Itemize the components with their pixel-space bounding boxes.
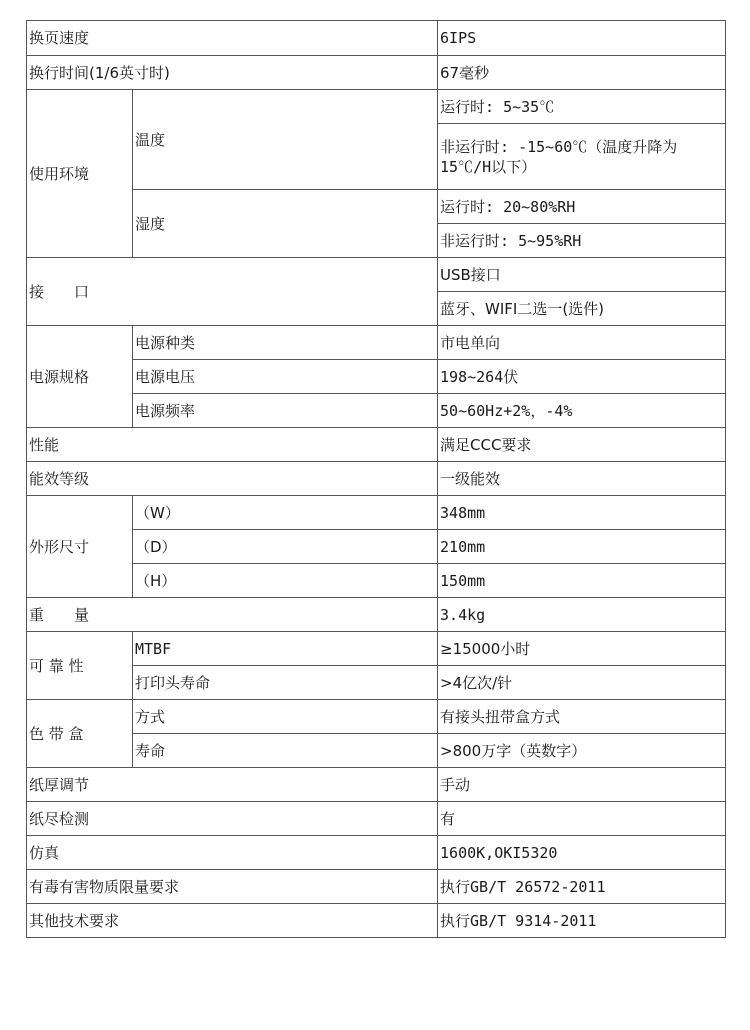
value-humidity-non-operating: 非运行时: 5~95%RH — [438, 224, 726, 258]
label-ribbon-life: 寿命 — [133, 734, 438, 768]
table-row — [27, 462, 726, 496]
label-humidity: 湿度 — [133, 190, 438, 258]
label-page-speed: 换页速度 — [27, 21, 438, 56]
value-performance: 满足CCC要求 — [438, 428, 726, 462]
table-row — [27, 258, 726, 292]
label-dimension-h: （H） — [133, 564, 438, 598]
value-interface-wireless: 蓝牙、WIFI二选一(选件) — [438, 292, 726, 326]
label-paper-end: 纸尽检测 — [27, 802, 438, 836]
value-humidity-operating: 运行时: 20~80%RH — [438, 190, 726, 224]
label-dimension-d: （D） — [133, 530, 438, 564]
value-power-frequency: 50~60Hz+2%，-4% — [438, 394, 726, 428]
value-dimension-h: 150mm — [438, 564, 726, 598]
value-dimension-w: 348mm — [438, 496, 726, 530]
value-line-time: 67毫秒 — [438, 56, 726, 90]
label-interface: 接 口 — [27, 258, 438, 326]
table-row — [27, 632, 726, 666]
value-head-life: >4亿次/针 — [438, 666, 726, 700]
label-emulation: 仿真 — [27, 836, 438, 870]
label-performance: 性能 — [27, 428, 438, 462]
table-row — [27, 768, 726, 802]
label-ribbon: 色 带 盒 — [27, 700, 133, 768]
value-paper-end: 有 — [438, 802, 726, 836]
label-ribbon-method: 方式 — [133, 700, 438, 734]
label-line-time: 换行时间(1/6英寸时) — [27, 56, 438, 90]
value-page-speed: 6IPS — [438, 21, 726, 56]
table-row — [27, 496, 726, 530]
label-weight: 重 量 — [27, 598, 438, 632]
table-row — [27, 90, 726, 124]
label-dimension-w: （W） — [133, 496, 438, 530]
value-emulation: 1600K,OKI5320 — [438, 836, 726, 870]
spec-table — [26, 20, 726, 938]
value-power-voltage: 198~264伏 — [438, 360, 726, 394]
value-energy: 一级能效 — [438, 462, 726, 496]
table-row — [27, 428, 726, 462]
value-interface-usb: USB接口 — [438, 258, 726, 292]
table-row — [27, 802, 726, 836]
label-power-frequency: 电源频率 — [133, 394, 438, 428]
value-ribbon-method: 有接头扭带盒方式 — [438, 700, 726, 734]
table-row — [27, 836, 726, 870]
label-hazardous: 有毒有害物质限量要求 — [27, 870, 438, 904]
table-row — [27, 21, 726, 56]
label-paper-thickness: 纸厚调节 — [27, 768, 438, 802]
value-weight: 3.4kg — [438, 598, 726, 632]
table-row — [27, 326, 726, 360]
value-ribbon-life: >800万字（英数字） — [438, 734, 726, 768]
label-other: 其他技术要求 — [27, 904, 438, 938]
label-energy: 能效等级 — [27, 462, 438, 496]
table-row — [27, 56, 726, 90]
value-other: 执行GB/T 9314-2011 — [438, 904, 726, 938]
table-row — [27, 870, 726, 904]
label-temperature: 温度 — [133, 90, 438, 190]
table-row — [27, 700, 726, 734]
label-power-type: 电源种类 — [133, 326, 438, 360]
label-head-life: 打印头寿命 — [133, 666, 438, 700]
label-power: 电源规格 — [27, 326, 133, 428]
value-paper-thickness: 手动 — [438, 768, 726, 802]
table-row — [27, 598, 726, 632]
label-environment: 使用环境 — [27, 90, 133, 258]
table-row — [27, 904, 726, 938]
value-mtbf: ≥15000小时 — [438, 632, 726, 666]
label-power-voltage: 电源电压 — [133, 360, 438, 394]
value-dimension-d: 210mm — [438, 530, 726, 564]
label-dimensions: 外形尺寸 — [27, 496, 133, 598]
value-hazardous: 执行GB/T 26572-2011 — [438, 870, 726, 904]
label-reliability: 可 靠 性 — [27, 632, 133, 700]
value-temperature-non-operating: 非运行时: -15~60℃（温度升降为15℃/H以下） — [438, 124, 726, 190]
value-power-type: 市电单向 — [438, 326, 726, 360]
value-temperature-operating: 运行时: 5~35℃ — [438, 90, 726, 124]
label-mtbf: MTBF — [133, 632, 438, 666]
